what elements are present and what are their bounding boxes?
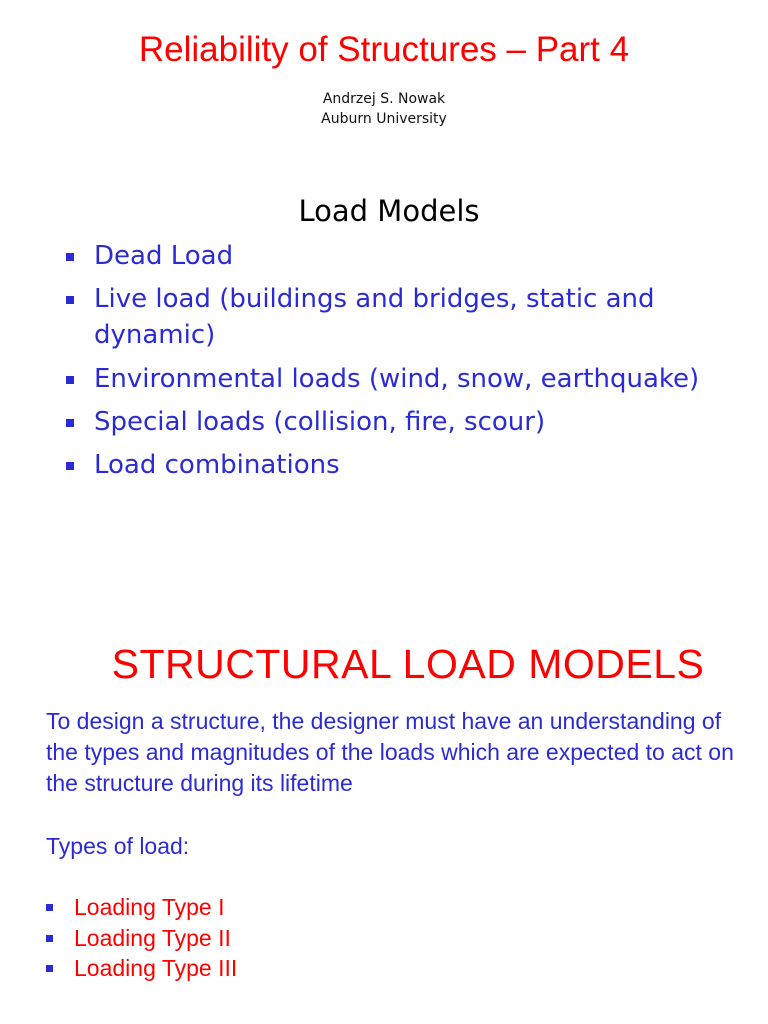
bullet-square-icon	[66, 296, 74, 304]
list-item-text: Loading Type III	[74, 955, 238, 981]
list-item	[46, 953, 546, 984]
list-item	[46, 892, 546, 923]
list-item-text: Load combinations	[94, 450, 340, 480]
bullet-square-icon	[46, 904, 53, 911]
list-item	[66, 238, 746, 274]
section-heading: Load Models	[298, 194, 480, 228]
bullet-square-icon	[66, 376, 74, 384]
slide-title: Reliability of Structures – Part 4	[138, 30, 630, 69]
list-item	[66, 404, 746, 440]
list-item-text: Live load (buildings and bridges, static and dynamic)	[94, 284, 655, 350]
list-item	[46, 923, 546, 954]
list-item-text: Loading Type II	[74, 924, 231, 951]
author-affiliation: Auburn University	[321, 111, 447, 127]
list-item	[66, 447, 746, 483]
intro-paragraph: To design a structure, the designer must have an understanding of the types and magnitudes of the loads which are expected to act on the structure during its lifetime	[46, 708, 734, 796]
bullet-square-icon	[66, 253, 74, 261]
bullet-square-icon	[46, 935, 53, 942]
bullet-square-icon	[46, 965, 53, 972]
loading-types-list	[46, 892, 546, 984]
bullet-square-icon	[66, 419, 74, 427]
types-of-load-label: Types of load:	[46, 833, 190, 859]
list-item	[66, 361, 746, 397]
list-item-text: Dead Load	[94, 241, 234, 271]
slide-title-structural-load-models: STRUCTURAL LOAD MODELS	[111, 641, 705, 687]
list-item	[66, 281, 746, 353]
author-name: Andrzej S. Nowak	[322, 91, 446, 107]
load-models-list	[66, 238, 746, 490]
list-item-text: Environmental loads (wind, snow, earthquake)	[94, 364, 700, 394]
bullet-square-icon	[66, 462, 74, 470]
list-item-text: Special loads (collision, fire, scour)	[94, 407, 546, 437]
list-item-text: Loading Type I	[74, 894, 225, 920]
